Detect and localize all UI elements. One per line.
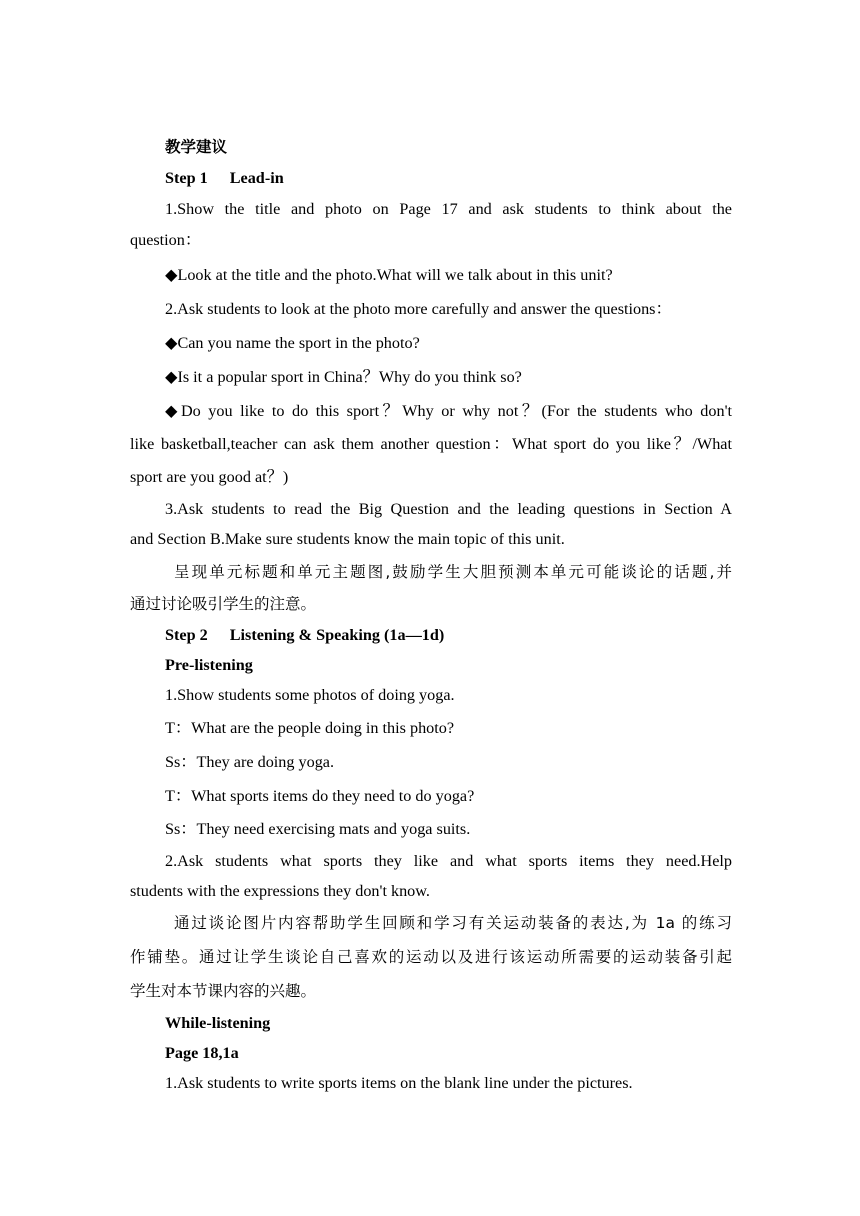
dialogue-line-2: Ss：They are doing yoga. — [165, 753, 335, 771]
step2-chinese-note-line-1: 通过谈论图片内容帮助学生回顾和学习有关运动装备的表达,为 1a 的练习 — [174, 914, 732, 932]
step1-heading — [130, 163, 732, 194]
step1-question-4-line-3: sport are you good at？) — [130, 468, 289, 486]
step1-paragraph-1-line-2: question： — [130, 231, 202, 249]
step2-paragraph-1: 1.Show students some photos of doing yoga. — [165, 686, 455, 704]
step1-question-4-line-1: ◆Do you like to do this sport？Why or why not？(For the students who don't — [165, 402, 732, 420]
step2-chinese-note-line-3: 学生对本节课内容的兴趣。 — [130, 982, 317, 1000]
step1-question-4-line-2: like basketball,teacher can ask them another question：What sport do you like？/What — [130, 435, 732, 453]
step1-question-2: ◆Can you name the sport in the photo? — [165, 334, 420, 352]
page-reference: Page 18,1a — [165, 1044, 239, 1062]
dialogue-line-4: Ss：They need exercising mats and yoga suits. — [165, 820, 471, 838]
step2-label: Step 2 — [165, 626, 208, 644]
heading-text: 教学建议 — [165, 138, 228, 156]
step2-paragraph-2-line-2: students with the expressions they don't know. — [130, 882, 430, 900]
step1-chinese-note-line-2: 通过讨论吸引学生的注意。 — [130, 595, 317, 613]
step1-paragraph-3-line-1: 3.Ask students to read the Big Question and the leading questions in Section A — [165, 500, 732, 518]
document-page — [130, 132, 732, 1098]
step2-paragraph-2-line-1: 2.Ask students what sports they like and what sports items they need.Help — [165, 852, 732, 870]
dialogue-line-1: T：What are the people doing in this photo? — [165, 719, 455, 737]
step1-paragraph-2: 2.Ask students to look at the photo more carefully and answer the questions： — [165, 300, 672, 318]
step1-label: Step 1 — [165, 169, 208, 187]
step2-paragraph-3: 1.Ask students to write sports items on the blank line under the pictures. — [165, 1074, 633, 1092]
step1-paragraph-1-line-1: 1.Show the title and photo on Page 17 and ask students to think about the — [165, 200, 732, 218]
pre-listening-heading: Pre-listening — [165, 656, 253, 674]
dialogue-line-3: T：What sports items do they need to do yoga? — [165, 787, 475, 805]
step1-chinese-note-line-1: 呈现单元标题和单元主题图,鼓励学生大胆预测本单元可能谈论的话题,并 — [174, 563, 732, 581]
step2-chinese-note-line-2: 作铺垫。通过让学生谈论自己喜欢的运动以及进行该运动所需要的运动装备引起 — [130, 948, 732, 966]
step1-paragraph-3-line-2: and Section B.Make sure students know the main topic of this unit. — [130, 530, 565, 548]
step1-question-1: ◆Look at the title and the photo.What will we talk about in this unit? — [165, 266, 613, 284]
section-heading — [130, 132, 732, 163]
step1-title: Lead-in — [229, 169, 284, 187]
step2-heading — [130, 620, 732, 650]
step1-question-3: ◆Is it a popular sport in China？Why do you think so? — [165, 368, 522, 386]
while-listening-heading: While-listening — [165, 1014, 271, 1032]
step2-title: Listening & Speaking (1a—1d) — [229, 626, 445, 644]
